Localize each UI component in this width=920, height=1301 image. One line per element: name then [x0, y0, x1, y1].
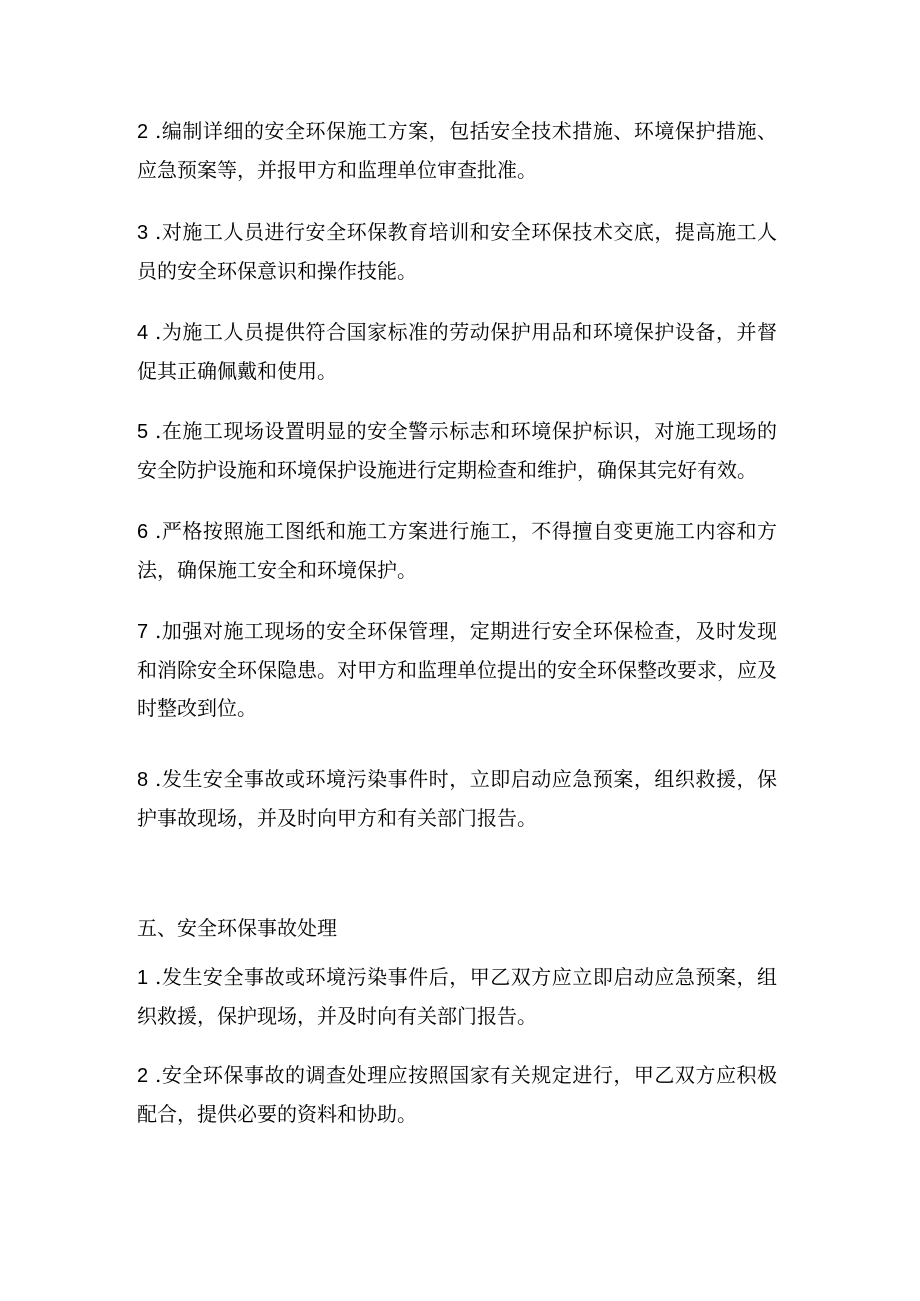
- list-item: [137, 612, 777, 727]
- item-number: 4: [137, 322, 149, 344]
- item-number: 2: [137, 1065, 149, 1087]
- list-item: [137, 512, 777, 589]
- item-text: .严格按照施工图纸和施工方案进行施工，不得擅自变更施工内容和方法，确保施工安全和环境保护。: [137, 519, 778, 582]
- item-text: .加强对施工现场的安全环保管理，定期进行安全环保检查，及时发现和消除安全环保隐患。对甲方和监理单位提出的安全环保整改要求，应及时整改到位。: [137, 619, 778, 720]
- item-number: 1: [137, 967, 149, 989]
- item-text: .在施工现场设置明显的安全警示标志和环境保护标识，对施工现场的安全防护设施和环境保护设施进行定期检查和维护，确保其完好有效。: [137, 419, 778, 482]
- item-number: 6: [137, 521, 149, 543]
- item-text: .安全环保事故的调查处理应按照国家有关规定进行，甲乙双方应积极配合，提供必要的资料和协助。: [137, 1063, 778, 1126]
- item-number: 8: [137, 769, 149, 791]
- item-number: 5: [137, 421, 149, 443]
- list-item: [137, 112, 777, 189]
- list-item: [137, 213, 777, 290]
- item-number: 3: [137, 222, 149, 244]
- item-text: .发生安全事故或环境污染事件后，甲乙双方应立即启动应急预案，组织救援，保护现场，并及时向有关部门报告。: [137, 965, 778, 1028]
- list-item: [137, 313, 777, 390]
- item-number: 7: [137, 621, 149, 643]
- list-item: [137, 958, 777, 1035]
- item-text: .对施工人员进行安全环保教育培训和安全环保技术交底，提高施工人员的安全环保意识和操作技能。: [137, 220, 778, 283]
- list-item: [137, 412, 777, 489]
- list-item: [137, 760, 777, 837]
- item-text: .发生安全事故或环境污染事件时，立即启动应急预案，组织救援，保护事故现场，并及时向甲方和有关部门报告。: [137, 767, 778, 830]
- item-text: .编制详细的安全环保施工方案，包括安全技术措施、环境保护措施、应急预案等，并报甲方和监理单位审查批准。: [137, 119, 778, 182]
- item-number: 2: [137, 121, 149, 143]
- list-item: [137, 1056, 777, 1133]
- item-text: .为施工人员提供符合国家标准的劳动保护用品和环境保护设备，并督促其正确佩戴和使用。: [137, 320, 778, 383]
- section-heading: 五、安全环保事故处理: [137, 916, 337, 940]
